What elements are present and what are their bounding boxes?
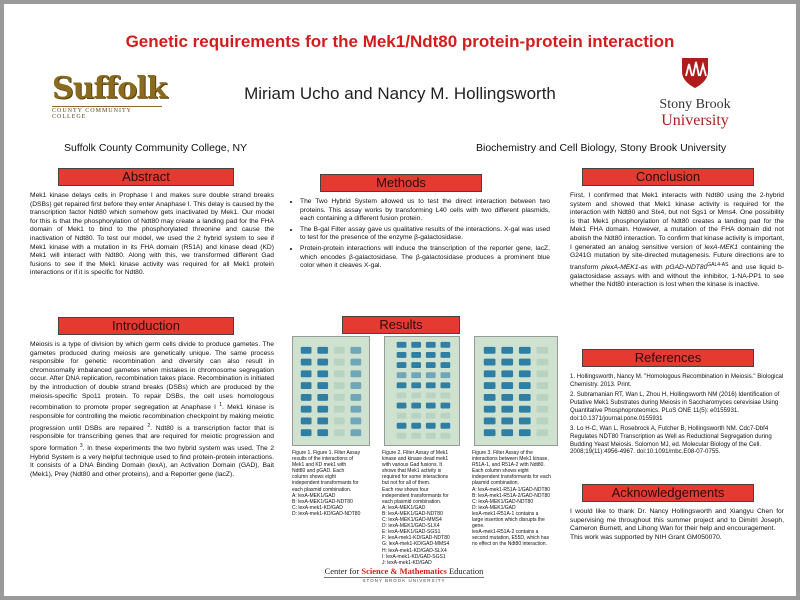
suffolk-logo-sub: COUNTY COMMUNITY COLLEGE	[52, 106, 162, 120]
colony-spot	[501, 429, 513, 436]
colony-spot	[426, 403, 436, 409]
colony-spot	[350, 347, 361, 354]
colony-spot	[317, 359, 328, 366]
conclusion-emph1: lexA-MEK1	[704, 243, 738, 251]
colony-spot	[397, 413, 407, 419]
colony-spot	[441, 362, 451, 368]
fig2-caption-line: A: lexA-MEK1/GAD	[382, 504, 426, 511]
colony-spot	[501, 394, 513, 401]
colony-spot	[301, 418, 312, 425]
introduction-text-part3: . Ndt80 is a transcription factor that is responsible for transcribing genes that are required for meiotic progression and spore formation	[30, 424, 274, 453]
colony-spot	[334, 406, 345, 413]
colony-spot	[317, 370, 328, 377]
colony-spot	[397, 423, 407, 429]
colony-spot	[484, 418, 496, 425]
reference-item: 2. Subramanian RT, Wan L, Zhou H, Hollingsworth NM (2016) Identification of Putative Mek1 Substrates during Meiosis in Saccharomyces cerevisiae Using Quantitative Phosphoproteomics. PLoS ONE 11(5): e0155931. doi:10.1371/journal.pone.0155931	[570, 391, 780, 422]
fig2-caption-line: with various Gad fusions. It	[382, 462, 443, 469]
methods-bullet: • The B-gal Filter assay gave us qualitative results of the interactions. X-gal was used to test for the presence of the enzyme β-galactosidase.	[300, 226, 550, 243]
colony-spot	[301, 382, 312, 389]
colony-spot	[411, 433, 421, 439]
colony-spot	[441, 403, 451, 409]
citation-3: 3	[79, 443, 83, 449]
colony-spot	[411, 423, 421, 429]
fig3-caption-line: lexA-mek1-R51A-2 contains a	[472, 529, 539, 536]
conclusion-part4: and use liquid b-galactosidase assays with and without the inhibitor, 1-NA-PP1 to see whether the Ndt80 interaction is lost when the kinase is inactive.	[570, 263, 784, 289]
methods-bullet: • Protein-protein interactions will induce the transcription of the reporter gene, lacZ, which encodes β-galactosidase. The β-galactosidase produces a prominent blue color when it cleaves X-gal.	[300, 245, 550, 271]
fig2-caption-line: E: lexA-MEK1/GAD-SGS1	[382, 529, 441, 536]
colony-spot	[411, 362, 421, 368]
colony-spot	[397, 382, 407, 388]
cse-logo-sub: STONY BROOK UNIVERSITY	[324, 577, 484, 583]
colony-spot	[334, 394, 345, 401]
colony-spot	[317, 418, 328, 425]
colony-spot	[426, 433, 436, 439]
acknowledgements-heading: Acknowledgements	[582, 484, 754, 502]
figure3-spots	[475, 337, 557, 445]
introduction-text-part2: . Mek1 kinase is responsible for controlling the meiotic recombination checkpoint by making meiotic progression until DSBs are repaired	[30, 404, 274, 432]
colony-spot	[334, 359, 345, 366]
fig2-caption-line: G: lexA-mek1-KD/GAD-MMS4	[382, 541, 450, 548]
fig2-caption-line: F: lexA-mek1-KD/GAD-NDT80	[382, 535, 450, 542]
colony-spot	[317, 347, 328, 354]
colony-spot	[426, 382, 436, 388]
colony-spot	[519, 406, 531, 413]
introduction-text-part4: . In these experiments the two hybrid system was used. The 2 Hybrid System is a very helpful technique used to find protein-protein interactions. It consists of a DNA Binding Domain (lexA), an Activation Domain (GAD), Bait (Mek1), Prey (Ndt80 and other proteins), and a Reporter gene (lacZ).	[30, 445, 274, 479]
introduction-text	[30, 341, 274, 480]
fig3-caption-line: no effect on the Ndt80 interaction.	[472, 541, 547, 548]
colony-spot	[537, 429, 549, 436]
stony-brook-logo-line2: University	[661, 112, 729, 129]
figure1-spots	[293, 337, 369, 445]
colony-spot	[441, 423, 451, 429]
colony-spot	[519, 382, 531, 389]
citation-2: 2	[147, 422, 151, 429]
fig1-caption-line: D: lexA-mek1-KD/GAD-NDT80	[292, 510, 361, 517]
references-list	[570, 373, 784, 459]
affiliation-left: Suffolk County Community College, NY	[64, 142, 248, 154]
colony-spot	[426, 352, 436, 358]
cse-logo	[324, 566, 484, 583]
colony-spot	[411, 342, 421, 348]
colony-spot	[397, 433, 407, 439]
colony-spot	[350, 394, 361, 401]
colony-spot	[537, 359, 549, 366]
colony-spot	[301, 370, 312, 377]
colony-spot	[397, 352, 407, 358]
colony-spot	[317, 429, 328, 436]
colony-spot	[484, 359, 496, 366]
fig1-caption-line: column shows eight	[292, 474, 336, 481]
fig3-caption-line: gene.	[472, 523, 485, 530]
colony-spot	[411, 403, 421, 409]
colony-spot	[397, 403, 407, 409]
colony-spot	[484, 370, 496, 377]
colony-spot	[397, 392, 407, 398]
fig2-caption-line: kinase and kinase dead mek1	[382, 456, 449, 463]
fig1-caption-line: B: lexA-MEK1/GAD-NDT80	[292, 498, 353, 505]
cse-suffix: Education	[446, 566, 484, 576]
fig1-caption-line: independent transformants for	[292, 480, 359, 487]
colony-spot	[441, 352, 451, 358]
fig2-caption-line: C: lexA-MEK1/GAD-MMS4	[382, 517, 442, 524]
figure3-caption	[472, 450, 562, 548]
fig2-caption-line: shows that Mek1 activity is	[382, 468, 442, 475]
fig1-caption-line: results of the interactions of	[292, 456, 354, 463]
acknowledgements-body: I would like to thank Dr. Nancy Hollingsworth and Xiangyu Chen for supervising me throughout this summer project and to Dimitri Joseph, Cameron Burnett, and Lihong Wan for their help and encouragement.	[570, 508, 784, 533]
colony-spot	[519, 347, 531, 354]
colony-spot	[334, 370, 345, 377]
colony-spot	[484, 347, 496, 354]
conclusion-sup: GAL4-AS	[707, 261, 729, 268]
poster-title: Genetic requirements for the Mek1/Ndt80 protein-protein interaction	[125, 32, 675, 51]
fig2-caption-line: but not for all of them.	[382, 480, 431, 487]
stony-brook-logo	[640, 56, 750, 136]
colony-spot	[426, 413, 436, 419]
colony-spot	[350, 429, 361, 436]
affiliation-right: Biochemistry and Cell Biology, Stony Brook University	[476, 142, 727, 154]
conclusion-part2: containing the G241G mutation by site-directed mutagenesis. Future directions are to transform	[570, 243, 784, 271]
fig2-caption-line: required for some interactions	[382, 474, 449, 481]
figure3-image	[474, 336, 558, 446]
suffolk-logo-word: Suffolk	[52, 71, 167, 106]
cse-emph: Science & Mathematics	[361, 566, 447, 576]
colony-spot	[397, 372, 407, 378]
colony-spot	[411, 372, 421, 378]
colony-spot	[537, 406, 549, 413]
fig3-caption-line: second mutation, E55D, which has	[472, 535, 549, 542]
reference-item: 1. Hollingsworth, Nancy M. "Homologous Recombination in Meiosis." Biological Chemistry. 2013. Print.	[570, 373, 784, 388]
fig2-caption-line: Each row shows four	[382, 486, 429, 493]
introduction-heading: Introduction	[58, 317, 234, 335]
colony-spot	[334, 382, 345, 389]
fig3-caption-line: A: lexA-mek1-R51A-1/GAD-NDT80	[472, 486, 551, 493]
colony-spot	[426, 372, 436, 378]
colony-spot	[411, 382, 421, 388]
colony-spot	[334, 347, 345, 354]
colony-spot	[537, 394, 549, 401]
colony-spot	[519, 394, 531, 401]
reference-item: 3. Lo H-C, Wan L, Rosebrock A, Futcher B, Hollingsworth NM. Cdc7-Dbf4 Regulates NDT80 Transcription as Well as Reductional Segregation during Budding Yeast Meiosis. Solomon MJ, ed. Molecular Biology of the Cell. 2008;19(11):4956-4967. doi:10.1091/mbc.E08-07-0755.	[570, 425, 772, 456]
fig2-caption-line: I: lexA-mek1-KD/GAD-SGS1	[382, 553, 446, 560]
fig2-caption-line: each plasmid combination.	[382, 498, 442, 505]
methods-list	[290, 198, 550, 271]
colony-spot	[501, 418, 513, 425]
fig3-caption-line: B: lexA-mek1-R51A-2/GAD-NDT80	[472, 492, 551, 499]
figure1-image	[292, 336, 370, 446]
abstract-text: Mek1 kinase delays cells in Prophase I and makes sure double strand breaks (DSBs) get repaired first before they enter Anaphase I. This delay is caused by the transcription factor Ndt80 which somehow gets inactivated by Mek1. Our model for this is that the phosphorylation of Ndt80 may create a landing pad for the FHA domain of Mek1 to bind to the phosphorylated threonine and cause the inactivation of Ndt80. To test our model, we used the 2 hybrid system to see if Mek1 kinase with a mutation in its FHA domain (R51A) and kinase dead (KD) Mek1 will interact with Ndt80. Along with this, we transformed different Gad fusions to see if the Mek1 kinase activity was required for all Mek1 protein interactions or if it is specific for Ndt80.	[30, 192, 274, 277]
fig1-caption-line: each plasmid combination.	[292, 486, 352, 493]
colony-spot	[397, 342, 407, 348]
colony-spot	[519, 418, 531, 425]
colony-spot	[501, 370, 513, 377]
conclusion-text	[570, 192, 784, 290]
colony-spot	[411, 352, 421, 358]
references-heading: References	[582, 349, 754, 367]
fig2-caption-line: B: lexA-MEK1/GAD-NDT80	[382, 510, 443, 517]
colony-spot	[537, 382, 549, 389]
figure1-caption	[292, 450, 378, 517]
conclusion-emph2: plexA-MEK1-as	[601, 263, 648, 271]
fig2-caption-line: independent transformants for	[382, 492, 449, 499]
colony-spot	[426, 423, 436, 429]
colony-spot	[317, 394, 328, 401]
fig2-caption-line: Figure 2. Filter Assay of Mek1	[382, 450, 449, 456]
fig3-caption-line: independent transformants for each	[472, 474, 551, 481]
colony-spot	[501, 406, 513, 413]
fig1-caption-line: C: lexA-mek1-KD/GAD	[292, 504, 343, 511]
colony-spot	[501, 347, 513, 354]
colony-spot	[301, 394, 312, 401]
figure2-image	[384, 336, 460, 446]
fig3-caption-line: Each column shows eight	[472, 468, 529, 475]
fig3-caption-line: Figure 3. Filter Assay of the	[472, 450, 533, 456]
methods-heading: Methods	[320, 174, 482, 192]
colony-spot	[397, 362, 407, 368]
conclusion-part3: with	[647, 263, 666, 271]
conclusion-part1: First, I confirmed that Mek1 interacts with Ndt80 using the 2-hybrid system and showed that Mek1 kinase activity is required for the interaction with Ndt80 and Slx4, but not Sgs1 or Mms4. One possibility is that Mek1 phosphorylation of Ndt80 creates a landing pad for the Mek1 FHA domain. However, a mutation of the FHA domain did not abolish the Ndt80 interaction. To confirm that kinase activity is important, I generated an analog sensitive version of	[570, 192, 784, 251]
colony-spot	[334, 418, 345, 425]
fig2-caption-line: H: lexA-mek1-KD/GAD-SLX4	[382, 547, 447, 554]
colony-spot	[350, 406, 361, 413]
colony-spot	[301, 359, 312, 366]
colony-spot	[441, 372, 451, 378]
colony-spot	[484, 394, 496, 401]
colony-spot	[441, 342, 451, 348]
colony-spot	[317, 382, 328, 389]
fig3-caption-line: large insertion which disrupts the	[472, 517, 545, 524]
colony-spot	[426, 362, 436, 368]
colony-spot	[537, 347, 549, 354]
fig3-caption-line: C: lexA-MEK1/GAD-NDT80	[472, 498, 534, 505]
colony-spot	[501, 382, 513, 389]
results-heading: Results	[342, 316, 460, 334]
acknowledgements-grant: This work was supported by NIH Grant GM050070.	[570, 533, 722, 541]
poster	[4, 4, 796, 596]
colony-spot	[411, 392, 421, 398]
figure2-caption	[382, 450, 468, 566]
colony-spot	[537, 418, 549, 425]
conclusion-heading: Conclusion	[582, 168, 754, 186]
shield-icon	[680, 56, 710, 90]
fig3-caption-line: lexA-mek1-R51A-1 contains a	[472, 510, 539, 517]
fig2-caption-line: J: lexA-mek1-KD/GAD	[382, 559, 432, 566]
figure2-spots	[385, 337, 459, 445]
colony-spot	[537, 370, 549, 377]
colony-spot	[334, 429, 345, 436]
colony-spot	[501, 359, 513, 366]
colony-spot	[519, 359, 531, 366]
fig1-caption-line: Mek1 and KD mek1 with	[292, 462, 347, 469]
colony-spot	[484, 429, 496, 436]
fig1-caption-line: A: lexA-MEK1/GAD	[292, 492, 336, 499]
colony-spot	[426, 392, 436, 398]
poster-authors: Miriam Ucho and Nancy M. Hollingsworth	[244, 84, 556, 103]
conclusion-emph3: pGAD-NDT80	[665, 263, 708, 271]
methods-text	[290, 198, 550, 273]
colony-spot	[301, 406, 312, 413]
colony-spot	[519, 429, 531, 436]
colony-spot	[484, 406, 496, 413]
colony-spot	[426, 342, 436, 348]
colony-spot	[484, 382, 496, 389]
citation-1: 1	[219, 402, 222, 409]
colony-spot	[350, 370, 361, 377]
acknowledgements-text	[570, 508, 784, 542]
stony-brook-logo-line1: Stony Brook	[659, 97, 731, 112]
abstract-heading: Abstract	[58, 168, 234, 186]
colony-spot	[350, 359, 361, 366]
introduction-text-part1: Meiosis is a type of division by which germ cells divide to produce gametes. The gametes produced during meiosis are genetically unique. The same process responsible for genetic recombination and diversity can also result in chromosomally imbalanced gametes when mistakes in chromosome segregation occur. After DNA replication, recombination takes place. Recombination is initiated by the introduction of double strand breaks (DSBs) which are produced by the meiosis-specific Spo11 protein. To repair DSBs, the cell uses homologous recombination to promote proper segregation at Anaphase I	[30, 341, 274, 412]
fig1-caption-line: Ndt80 and pGAD. Each	[292, 468, 345, 475]
colony-spot	[441, 392, 451, 398]
colony-spot	[441, 433, 451, 439]
colony-spot	[441, 413, 451, 419]
colony-spot	[441, 382, 451, 388]
fig3-caption-line: D: lexA-MEK1/GAD	[472, 504, 516, 511]
colony-spot	[350, 382, 361, 389]
cse-logo-text	[324, 566, 484, 576]
methods-bullet: • The Two Hybrid System allowed us to test the direct interaction between two proteins. This assay works by transforming L40 cells with two different plasmids, each containing a different fusion protein.	[300, 198, 550, 224]
fig2-caption-line: D: lexA-MEK1/GAD-SLX4	[382, 523, 440, 530]
colony-spot	[350, 418, 361, 425]
fig1-caption-line: Figure 1. Figure 1. Filter Assay	[292, 450, 361, 456]
colony-spot	[301, 429, 312, 436]
fig3-caption-line: R51A-1, and R51A-2 with Ndt80.	[472, 462, 545, 469]
cse-prefix: Center for	[324, 566, 362, 576]
fig3-caption-line: interactions between Mek1 kinase,	[472, 456, 549, 463]
colony-spot	[301, 347, 312, 354]
colony-spot	[317, 406, 328, 413]
colony-spot	[411, 413, 421, 419]
colony-spot	[519, 370, 531, 377]
fig3-caption-line: plasmid combination.	[472, 480, 519, 487]
